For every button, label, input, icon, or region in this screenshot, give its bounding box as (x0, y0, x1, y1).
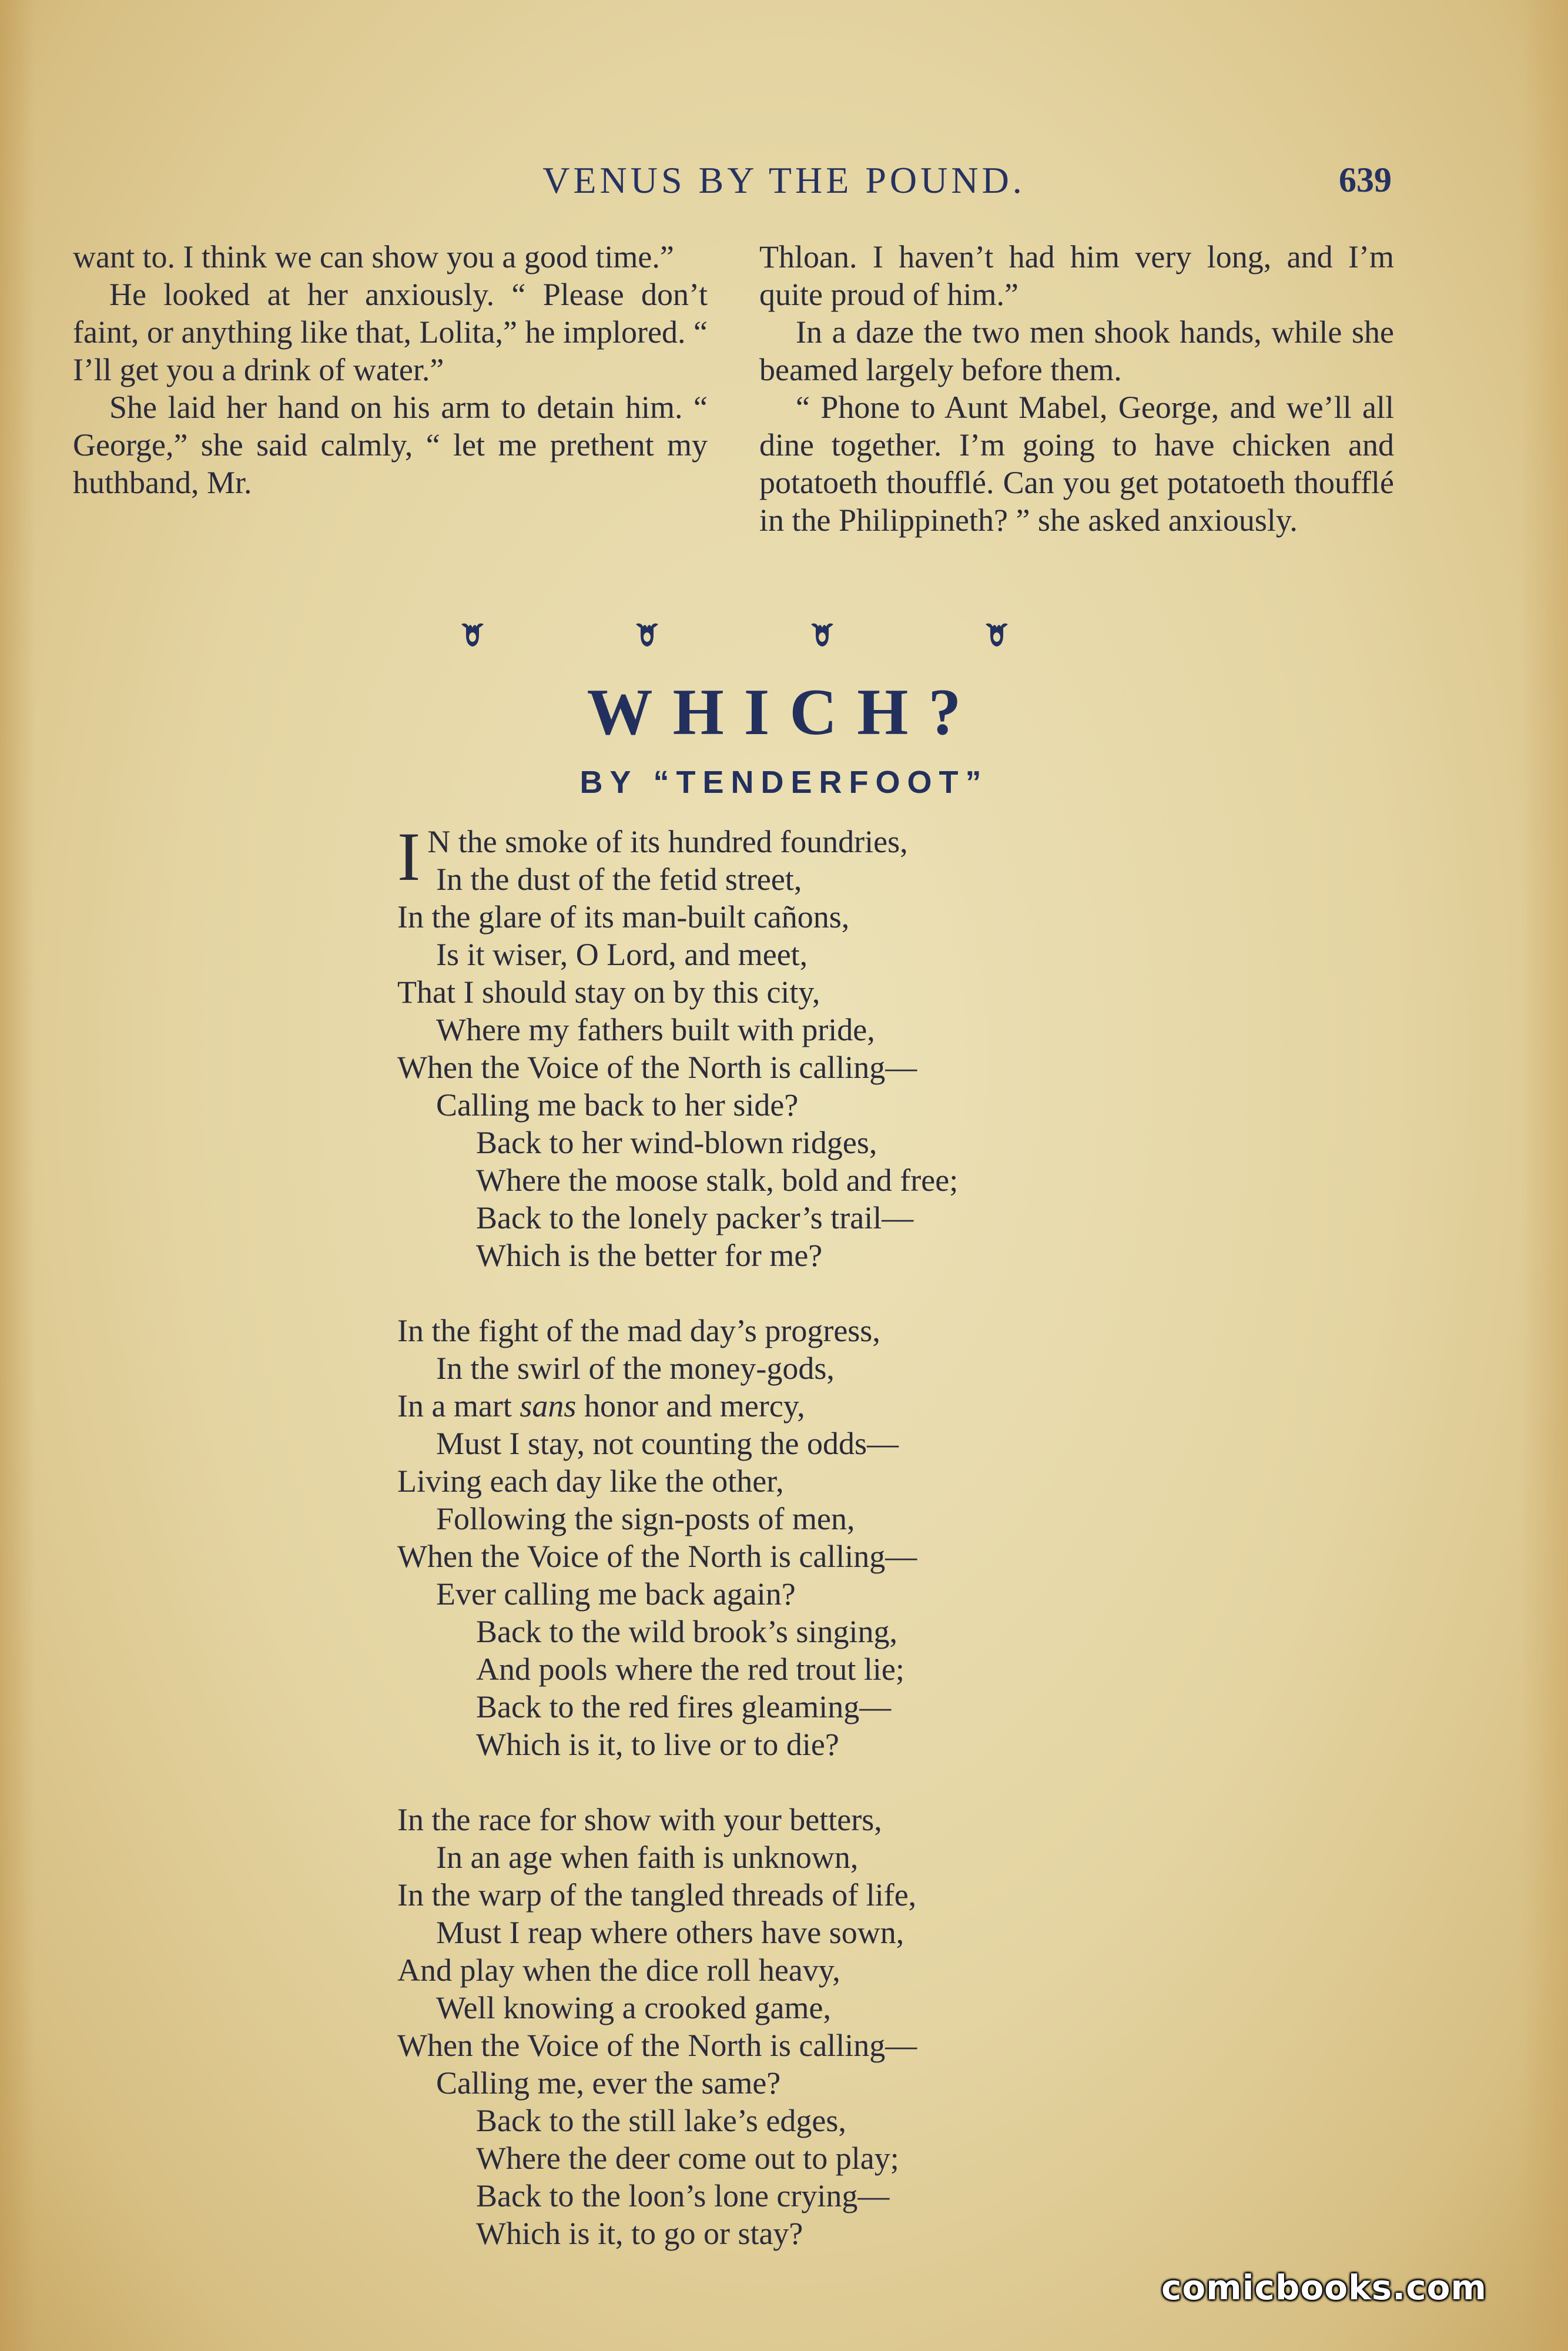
poem-line: In a mart sans honor and mercy, (397, 1388, 805, 1424)
fleuron-icon (805, 617, 839, 651)
poem-line: Ever calling me back again? (436, 1576, 796, 1612)
poem-line: In the fight of the mad day’s progress, (397, 1313, 880, 1348)
fleuron-icon (980, 617, 1014, 651)
poem-line: Calling me, ever the same? (436, 2065, 781, 2101)
story-paragraph: In a daze the two men shook hands, while she beamed largely before them. (759, 314, 1394, 387)
page-edge-shading-right (1521, 0, 1568, 2351)
fleuron-icon (455, 617, 490, 651)
poem-line: Back to the still lake’s edges, (476, 2103, 846, 2138)
poem-line: In an age when faith is unknown, (436, 1840, 859, 1875)
section-divider (455, 617, 1014, 651)
poem-line: Following the sign-posts of men, (436, 1501, 855, 1536)
poem-line: Where the moose stalk, bold and free; (476, 1163, 959, 1198)
story-paragraph: “ Phone to Aunt Mabel, George, and we’ll all dine together. I’m going to have chicken and potatoeth thoufflé. Can you get potatoeth thoufflé in the Philippineth? ” she asked anxiously. (759, 390, 1394, 538)
poem-line: That I should stay on by this city, (397, 974, 820, 1010)
poem-line: When the Voice of the North is calling— (397, 2028, 917, 2063)
story-column-right (759, 238, 1394, 539)
poem-line: Back to the red fires gleaming— (476, 1689, 892, 1724)
poem-line: When the Voice of the North is calling— (397, 1050, 917, 1085)
page-number: 639 (1339, 160, 1392, 199)
story-paragraph: She laid her hand on his arm to detain him. “ George,” she said calmly, “ let me prethent my huthband, Mr. (73, 390, 708, 500)
poem-line: Where the deer come out to play; (476, 2141, 899, 2176)
poem-line: Is it wiser, O Lord, and meet, (436, 937, 808, 972)
poem-line: And pools where the red trout lie; (476, 1652, 904, 1687)
poem-body (397, 818, 1208, 2290)
poem-line: Which is it, to live or to die? (476, 1727, 839, 1762)
poem-line: Living each day like the other, (397, 1463, 784, 1499)
poem-line: Must I stay, not counting the odds— (436, 1426, 899, 1461)
poem-stanza (397, 1801, 1208, 2252)
poem-line: N the smoke of its hundred foundries, (427, 824, 908, 859)
running-title: VENUS BY THE POUND. (542, 159, 1026, 201)
poem-line: In the race for show with your betters, (397, 1802, 882, 1837)
poem-line: Back to the lonely packer’s trail— (476, 1200, 914, 1235)
story-paragraph: He looked at her anxiously. “ Please don’t faint, or anything like that, Lolita,” he implored. “ I’ll get you a drink of water.” (73, 277, 708, 387)
poem-line: In the dust of the fetid street, (436, 862, 802, 897)
watermark: comicbooks.com (1161, 2268, 1487, 2308)
page-edge-shading-left (0, 0, 35, 2351)
poem-line: Back to the wild brook’s singing, (476, 1614, 897, 1649)
poem-line: Which is the better for me? (476, 1238, 823, 1273)
poem-line: In the warp of the tangled threads of life, (397, 1877, 917, 1913)
poem-byline: BY “TENDERFOOT” (579, 765, 989, 800)
story-column-left (73, 238, 708, 501)
poem-line: Back to the loon’s lone crying— (476, 2178, 890, 2213)
poem-line: Which is it, to go or stay? (476, 2216, 803, 2251)
poem-line: Where my fathers built with pride, (436, 1012, 875, 1047)
story-paragraph: want to. I think we can show you a good time.” (73, 239, 674, 274)
poem-stanza (397, 818, 1208, 1274)
drop-cap: I (397, 818, 421, 895)
poem-title: WHICH? (587, 676, 981, 749)
poem-line: Must I reap where others have sown, (436, 1915, 904, 1950)
poem-line: In the glare of its man-built cañons, (397, 899, 850, 935)
poem-line: When the Voice of the North is calling— (397, 1539, 917, 1574)
poem-line: Well knowing a crooked game, (436, 1990, 831, 2025)
poem-stanza (397, 1312, 1208, 1763)
poem-line: In the swirl of the money-gods, (436, 1351, 835, 1386)
poem-line: Back to her wind-blown ridges, (476, 1125, 877, 1160)
poem-line: And play when the dice roll heavy, (397, 1953, 840, 1988)
poem-line: Calling me back to her side? (436, 1087, 799, 1123)
fleuron-icon (630, 617, 664, 651)
story-paragraph: Thloan. I haven’t had him very long, and I’m quite proud of him.” (759, 239, 1394, 312)
